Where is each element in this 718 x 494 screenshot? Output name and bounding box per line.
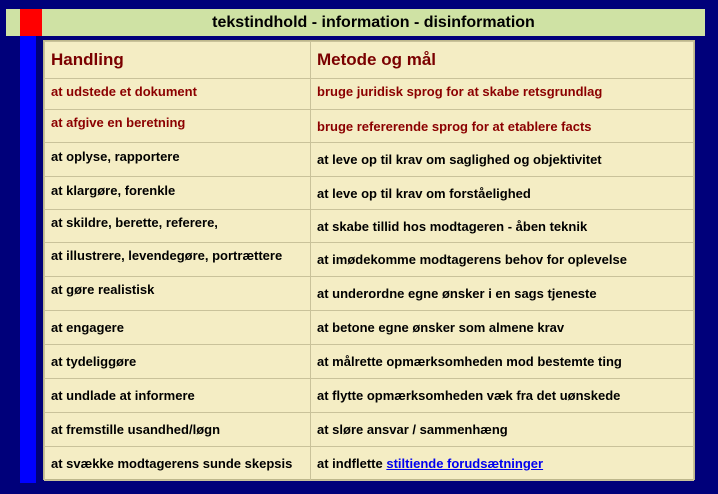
blue-side-stripe xyxy=(20,36,36,483)
action-cell: at undlade at informere xyxy=(45,379,311,413)
page-title: tekstindhold - information - disinformation xyxy=(212,14,535,31)
table-row xyxy=(45,379,694,413)
table-row xyxy=(45,413,694,447)
method-cell: at skabe tillid hos modtageren - åben teknik xyxy=(311,210,694,243)
action-cell: at udstede et dokument xyxy=(45,79,311,110)
action-cell: at illustrere, levendegøre, portrættere xyxy=(45,243,311,277)
action-cell: at tydeliggøre xyxy=(45,345,311,379)
action-method-table xyxy=(44,41,694,481)
action-cell: at skildre, berette, referere, xyxy=(45,210,311,243)
action-cell: at engagere xyxy=(45,311,311,345)
method-cell: at leve op til krav om saglighed og objektivitet xyxy=(311,143,694,177)
table-row xyxy=(45,447,694,481)
table-row xyxy=(45,210,694,243)
table-row xyxy=(45,79,694,110)
method-cell: at imødekomme modtagerens behov for oplevelse xyxy=(311,243,694,277)
header-metode-og-maal: Metode og mål xyxy=(311,42,694,79)
action-cell: at klargøre, forenkle xyxy=(45,177,311,210)
action-cell: at gøre realistisk xyxy=(45,277,311,311)
method-cell: at sløre ansvar / sammenhæng xyxy=(311,413,694,447)
method-cell: bruge refererende sprog for at etablere facts xyxy=(311,110,694,143)
table-row xyxy=(45,177,694,210)
table-row xyxy=(45,311,694,345)
table-row xyxy=(45,143,694,177)
method-cell: bruge juridisk sprog for at skabe retsgrundlag xyxy=(311,79,694,110)
method-cell: at flytte opmærksomheden væk fra det uønskede xyxy=(311,379,694,413)
content-table-container xyxy=(43,40,695,480)
method-cell: at underordne egne ønsker i en sags tjeneste xyxy=(311,277,694,311)
method-cell: at betone egne ønsker som almene krav xyxy=(311,311,694,345)
header-handling: Handling xyxy=(45,42,311,79)
action-cell: at afgive en beretning xyxy=(45,110,311,143)
method-cell: at leve op til krav om forståelighed xyxy=(311,177,694,210)
action-cell: at oplyse, rapportere xyxy=(45,143,311,177)
table-header-row xyxy=(45,42,694,79)
action-cell: at fremstille usandhed/løgn xyxy=(45,413,311,447)
title-bar xyxy=(6,9,705,36)
table-row xyxy=(45,345,694,379)
method-text: at indflette xyxy=(317,456,383,471)
method-cell xyxy=(311,447,694,481)
action-cell: at svække modtagerens sunde skepsis xyxy=(45,447,311,481)
table-row xyxy=(45,243,694,277)
table-row xyxy=(45,277,694,311)
red-accent-block xyxy=(20,9,42,36)
stiltiende-forudsaetninger-link[interactable]: stiltiende forudsætninger xyxy=(386,456,544,471)
method-cell: at målrette opmærksomheden mod bestemte ting xyxy=(311,345,694,379)
table-row xyxy=(45,110,694,143)
